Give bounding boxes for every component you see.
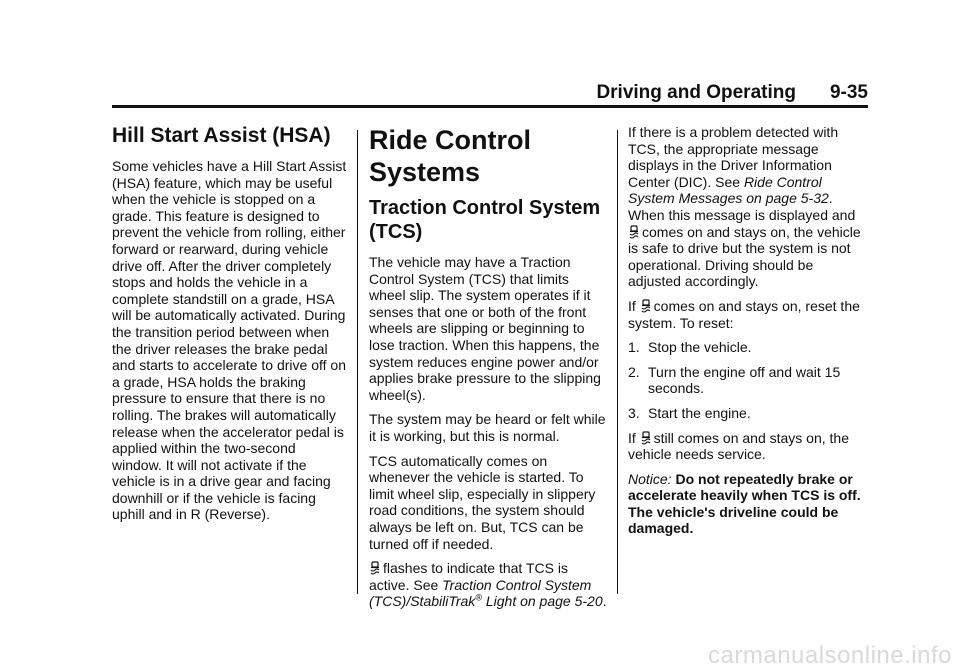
column-1 — [112, 124, 348, 531]
column-divider — [357, 130, 358, 594]
step-number: 2. — [628, 363, 640, 380]
service-paragraph — [628, 430, 868, 463]
step-text: Stop the vehicle. — [648, 339, 752, 356]
traction-control-icon — [628, 225, 640, 240]
section-title: Driving and Operating — [596, 82, 796, 103]
list-item — [628, 405, 868, 422]
ride-control-heading: Ride Control Systems — [369, 125, 531, 187]
traction-control-icon — [369, 561, 381, 576]
tcs-paragraph-2: The system may be heard or felt while it is working, but this is normal. — [369, 411, 606, 444]
tcs-problem-paragraph — [628, 124, 868, 290]
tcs-light-ref-page: Light on page 5-20 — [485, 593, 603, 610]
tcs-light-ref-text: Traction Control System (TCS)/StabiliTrak — [369, 576, 592, 610]
service-if: If — [628, 429, 636, 446]
ride-control-messages-reference[interactable]: Ride Control System Messages on page 5-32 — [628, 173, 829, 207]
problem-text-3: comes on and stays on, the vehicle is safe to drive but the system is not operational. Driving should be adjusted accordingly. — [628, 223, 861, 290]
step-text: Turn the engine off and wait 15 seconds. — [648, 363, 841, 397]
reset-intro-paragraph — [628, 298, 868, 331]
registered-mark: ® — [475, 592, 482, 603]
page-header — [112, 80, 868, 104]
problem-text-2: . When this message is displayed and — [628, 190, 856, 223]
column-2 — [369, 124, 607, 618]
period: . — [602, 593, 607, 610]
reset-steps-list — [628, 339, 868, 421]
traction-control-icon — [640, 431, 652, 446]
tcs-paragraph-1: The vehicle may have a Traction Control System (TCS) that limits wheel slip. The system operates if it senses that one or both of the front wheels are slipping or beginning to lose traction. When this happens, the system reduces engine power and/or applies brake pressure to the slipping wheel(s). — [369, 254, 601, 403]
problem-text: If there is a problem detected with TCS, the appropriate message displays in the Driver Information Center (DIC). See — [628, 124, 839, 190]
step-number: 3. — [628, 404, 640, 421]
column-3 — [628, 124, 868, 545]
tcs-paragraph-4 — [369, 560, 607, 610]
tcs-flash-text: flashes to indicate that TCS is active. See — [369, 560, 568, 593]
step-number: 1. — [628, 339, 640, 356]
hsa-paragraph: Some vehicles have a Hill Start Assist (HSA) feature, which may be useful when the vehicle is stopped on a grade. This feature is designed to prevent the vehicle from rolling, either forward or rearward, during vehicle drive off. After the driver completely stops and holds the vehicle in a complete standstill on a grade, HSA will be automatically activated. During the transition period between when the driver releases the brake pedal and starts to accelerate to drive off on a grade, HSA holds the braking pressure to ensure that there is no rolling. The brakes will automatically release when the accelerator pedal is applied within the two-second window. It will not activate if the vehicle is in a drive gear and facing downhill or if the vehicle is facing uphill and in R (Reverse). — [112, 158, 347, 523]
watermark: carmanualsonline.info — [708, 642, 952, 669]
header-rule — [112, 105, 868, 108]
page-number: 9-35 — [829, 82, 868, 103]
step-text: Start the engine. — [648, 404, 751, 421]
notice-paragraph — [628, 471, 868, 537]
reset-text: comes on and stays on, reset the system. To reset: — [628, 297, 860, 331]
service-text: still comes on and stays on, the vehicle needs service. — [628, 429, 849, 463]
traction-control-icon — [640, 299, 652, 314]
list-item — [628, 339, 868, 356]
hsa-heading: Hill Start Assist (HSA) — [112, 124, 331, 147]
tcs-paragraph-3: TCS automatically comes on whenever the vehicle is started. To limit wheel slip, especially in slippery road conditions, the system should always be left on. But, TCS can be turned off if needed. — [369, 452, 596, 552]
reset-if: If — [628, 297, 636, 314]
list-item — [628, 364, 868, 397]
column-divider — [617, 130, 618, 594]
tcs-heading: Traction Control System (TCS) — [369, 197, 601, 243]
notice-text: Do not repeatedly brake or accelerate heavily when TCS is off. The vehicle's driveline could be damaged. — [628, 470, 861, 537]
notice-label: Notice: — [628, 470, 672, 487]
